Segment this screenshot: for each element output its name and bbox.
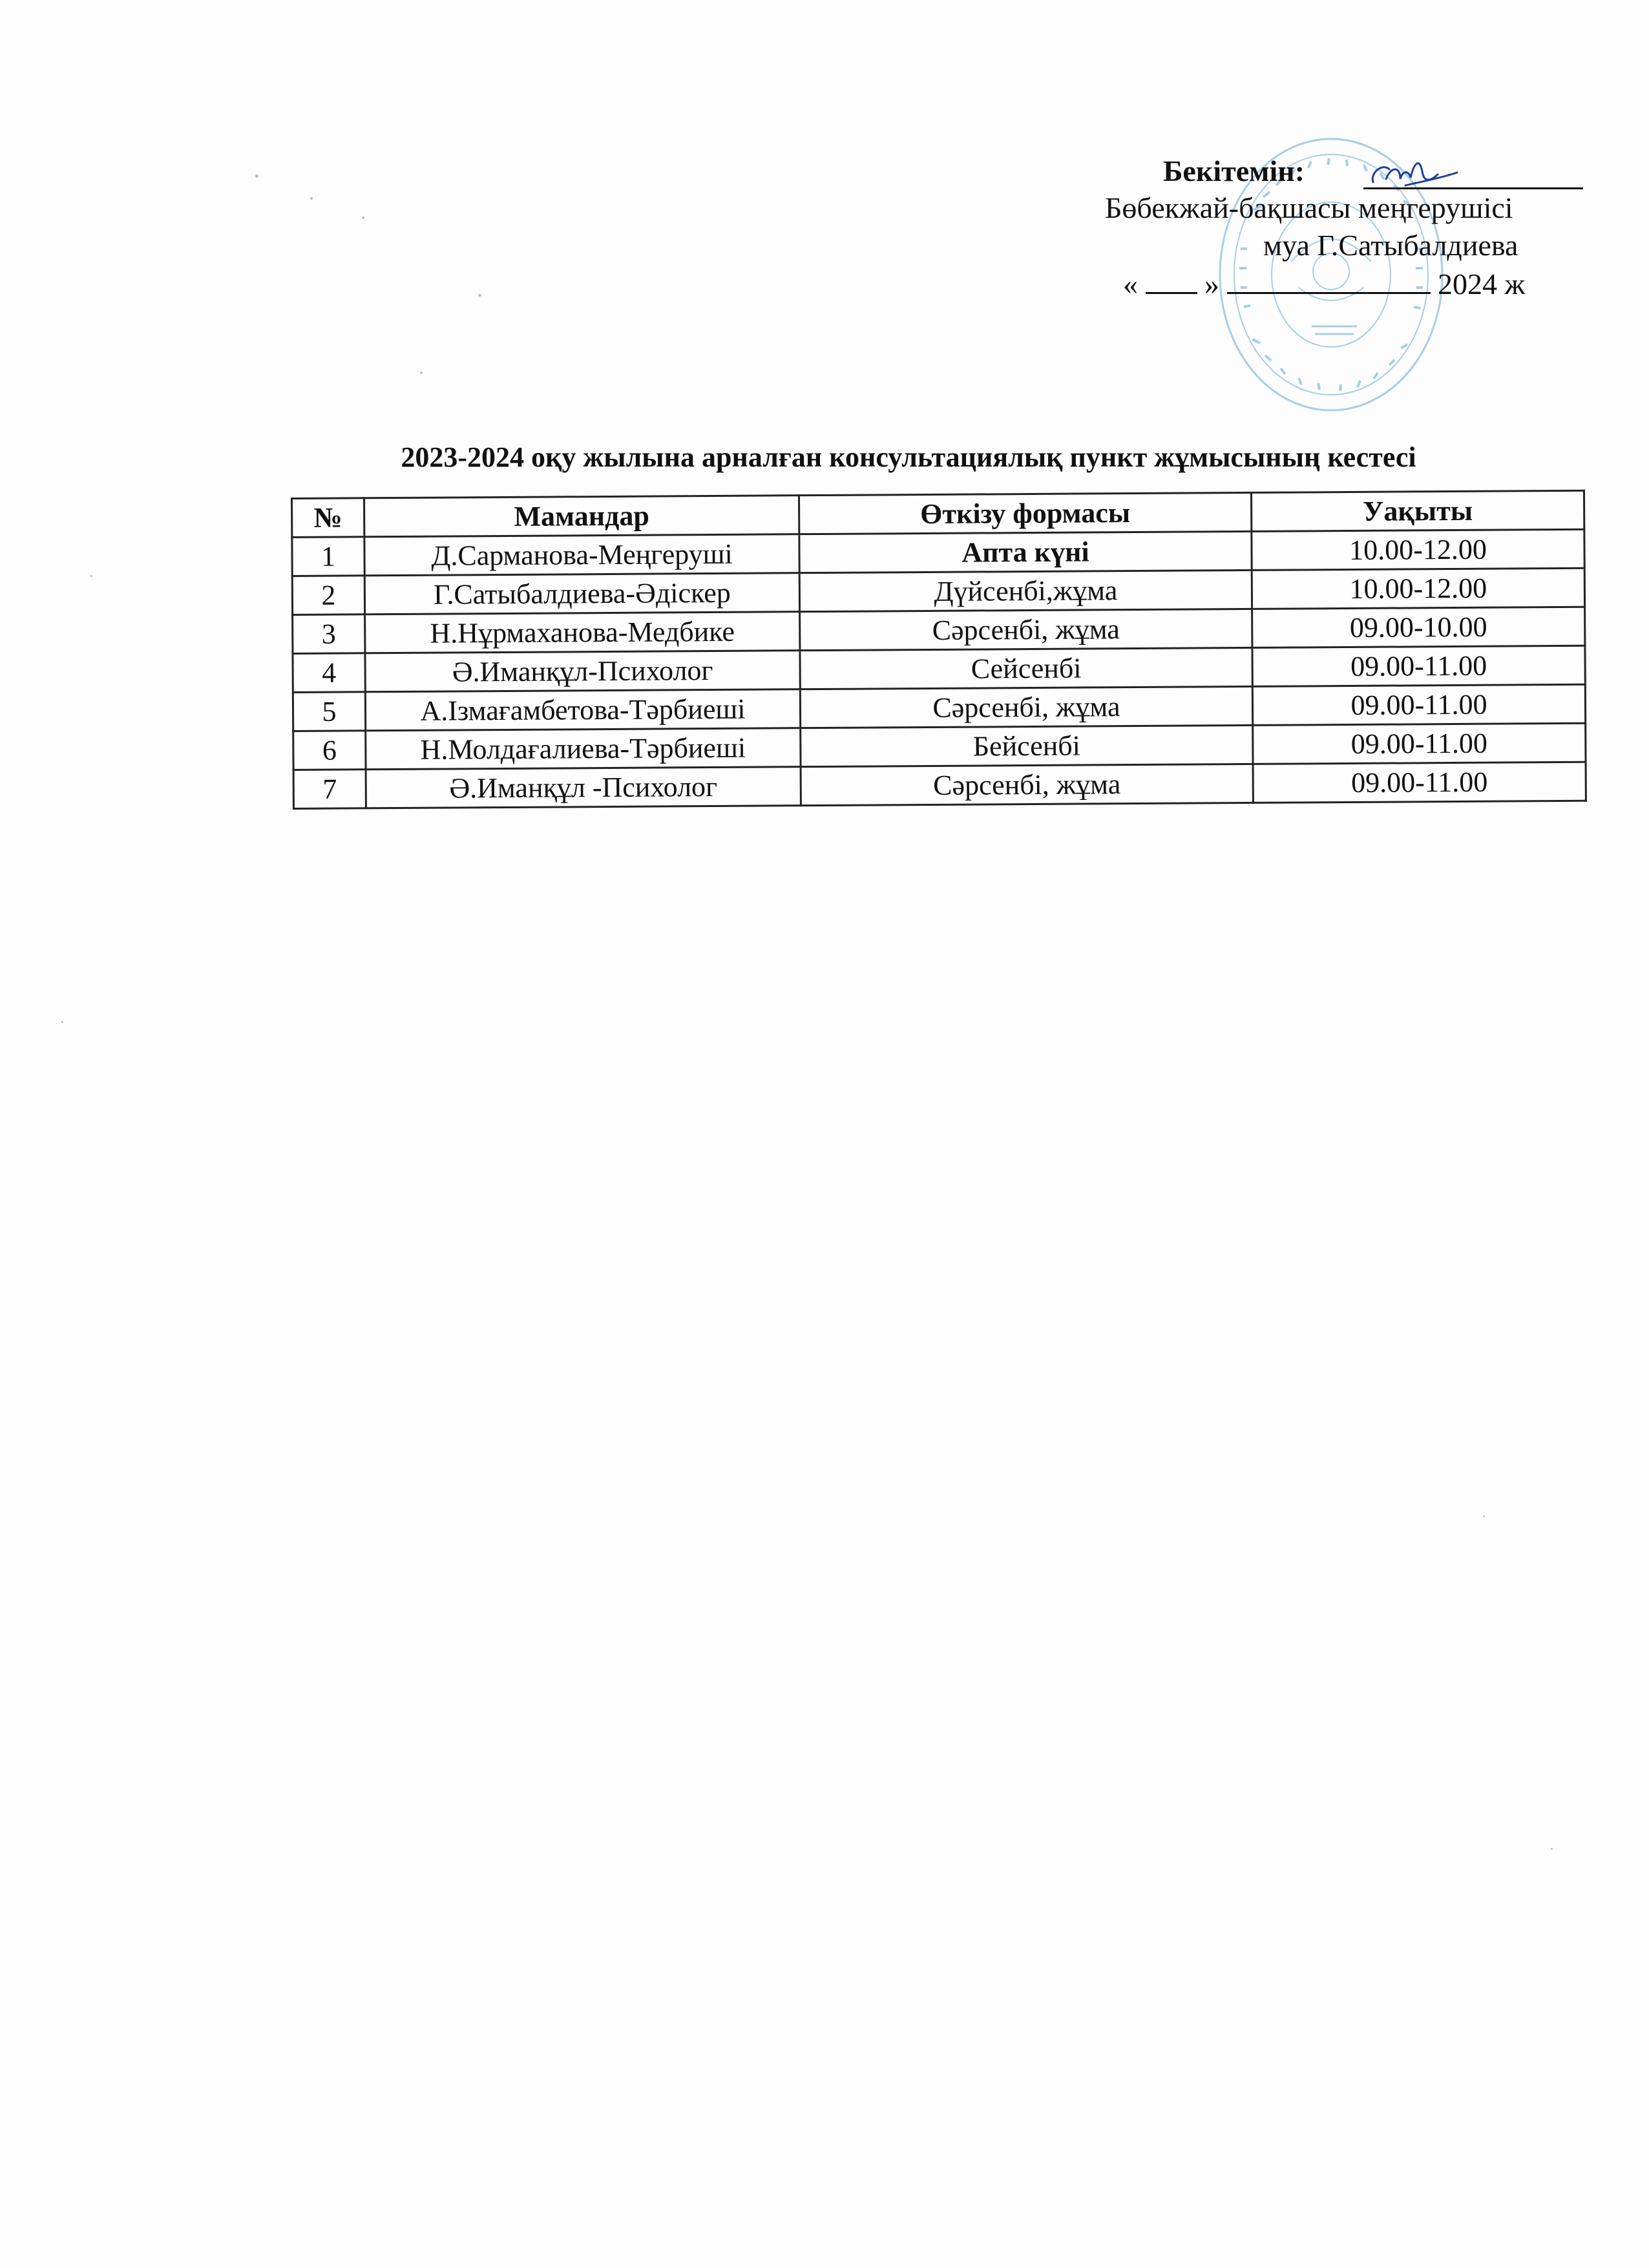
approval-title: Бекітемін: <box>1163 154 1305 187</box>
schedule-table-wrapper <box>291 490 1585 810</box>
row-time: 09.00-11.00 <box>1252 646 1585 686</box>
row-specialist: А.Ізмағамбетова-Тәрбиеші <box>365 689 800 731</box>
approval-block <box>1066 145 1596 339</box>
row-form: Дүйсенбі,жұма <box>799 570 1252 611</box>
approval-date <box>1123 268 1525 302</box>
header-form: Өткізу формасы <box>799 492 1251 534</box>
row-time: 09.00-11.00 <box>1253 762 1586 803</box>
row-number: 5 <box>293 692 365 731</box>
row-specialist: Д.Сарманова-Меңгеруші <box>364 534 799 576</box>
row-number: 4 <box>293 653 365 693</box>
approval-name: муа Г.Сатыбалдиева <box>1263 229 1518 262</box>
month-blank <box>1227 270 1431 294</box>
row-specialist: Н.Нұрмаханова-Медбике <box>365 612 800 653</box>
row-form: Сәрсенбі, жұма <box>800 609 1252 650</box>
row-specialist: Ә.Иманқұл -Психолог <box>366 767 801 808</box>
row-number: 2 <box>292 576 364 615</box>
header-time: Уақыты <box>1251 490 1584 531</box>
row-time: 10.00-12.00 <box>1252 529 1584 570</box>
scan-speck <box>310 197 313 200</box>
row-form: Сейсенбі <box>800 647 1252 689</box>
header-specialists: Мамандар <box>364 496 799 537</box>
approval-position: Бөбекжай-бақшасы меңгерушісі <box>1105 191 1513 224</box>
row-specialist: Г.Сатыбалдиева-Әдіскер <box>364 573 799 614</box>
date-close-quote: » <box>1204 268 1219 300</box>
scan-speck <box>1483 1515 1485 1517</box>
row-form: Сәрсенбі, жұма <box>801 764 1253 805</box>
row-time: 10.00-12.00 <box>1252 568 1584 609</box>
row-number: 7 <box>293 770 366 809</box>
header-number: № <box>292 498 364 538</box>
row-specialist: Н.Молдағалиева-Тәрбиеші <box>366 728 801 770</box>
row-number: 6 <box>293 731 366 770</box>
scan-speck <box>255 174 258 178</box>
row-number: 3 <box>293 614 365 654</box>
schedule-table <box>291 490 1587 810</box>
row-time: 09.00-10.00 <box>1252 607 1585 647</box>
approval-year: 2024 ж <box>1438 268 1526 300</box>
day-blank <box>1146 270 1197 294</box>
scan-speck <box>362 216 364 219</box>
row-time: 09.00-11.00 <box>1252 684 1585 725</box>
row-number: 1 <box>292 537 364 576</box>
scan-speck <box>478 294 481 297</box>
row-form: Апта күні <box>799 531 1252 572</box>
table-row <box>293 762 1586 808</box>
scan-speck <box>61 1021 63 1023</box>
handwritten-signature <box>1367 153 1464 192</box>
row-form: Сәрсенбі, жұма <box>800 686 1252 728</box>
date-open-quote: « <box>1123 268 1138 300</box>
row-specialist: Ә.Иманқұл-Психолог <box>365 651 800 692</box>
scan-speck <box>1551 1848 1553 1850</box>
scan-speck <box>90 575 92 577</box>
scan-speck <box>420 372 423 374</box>
row-time: 09.00-11.00 <box>1253 723 1586 764</box>
row-form: Бейсенбі <box>801 725 1253 766</box>
document-title: 2023-2024 оқу жылына арналған консультациялық пункт жұмысының кестесі <box>401 441 1416 473</box>
